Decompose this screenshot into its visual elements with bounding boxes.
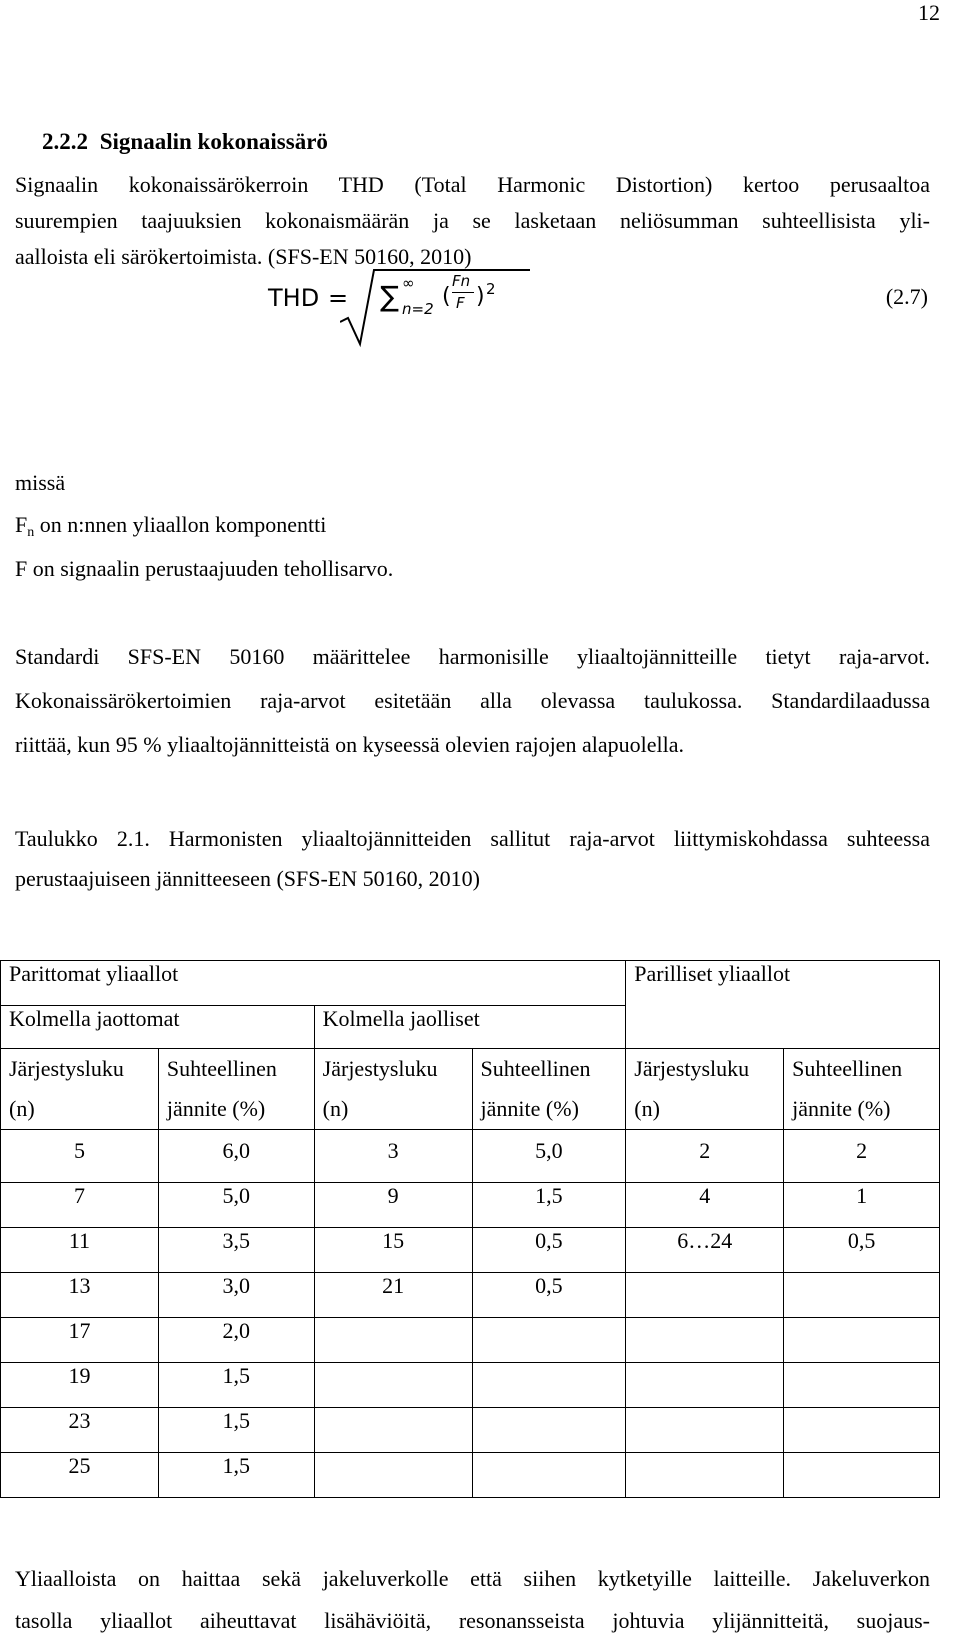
table-cell xyxy=(472,1408,626,1453)
table-cell xyxy=(626,1273,784,1318)
table-cell: 4 xyxy=(626,1183,784,1228)
table-row xyxy=(1,1408,940,1453)
header-relative-voltage: Suhteellinen jännite (%) xyxy=(472,1049,626,1130)
table-cell: 0,5 xyxy=(784,1228,940,1273)
table-cell xyxy=(472,1453,626,1498)
table-cell: 6…24 xyxy=(626,1228,784,1273)
table-cell xyxy=(472,1318,626,1363)
table-cell: 2 xyxy=(626,1130,784,1183)
header-even-harmonics: Parilliset yliaallot xyxy=(626,961,940,1049)
thd-formula xyxy=(268,262,928,352)
sum-lower: n=2 xyxy=(402,300,434,318)
formula-equals: = xyxy=(328,284,349,312)
equation-number: (2.7) xyxy=(885,284,928,309)
table-cell: 13 xyxy=(1,1273,159,1318)
caption-line: perustaajuiseen jännitteeseen (SFS-EN 50160, 2010) xyxy=(15,866,480,891)
header-divisible-by-3: Kolmella jaolliset xyxy=(314,1006,626,1049)
section-title: Signaalin kokonaissärö xyxy=(99,129,328,154)
exponent: 2 xyxy=(486,280,496,298)
table-cell: 3,0 xyxy=(158,1273,314,1318)
table-cell: 1,5 xyxy=(158,1363,314,1408)
open-paren: ( xyxy=(442,284,451,309)
table-cell: 0,5 xyxy=(472,1228,626,1273)
table-header-row xyxy=(1,961,940,1006)
final-paragraph xyxy=(15,1566,930,1644)
table-row xyxy=(1,1318,940,1363)
header-order: Järjestysluku (n) xyxy=(626,1049,784,1130)
section-number: 2.2.2 xyxy=(42,129,88,154)
table-cell: 19 xyxy=(1,1363,159,1408)
where-f: F on signaalin perustaajuuden tehollisarvo. xyxy=(15,556,394,581)
table-cell xyxy=(626,1453,784,1498)
header-odd-harmonics: Parittomat yliaallot xyxy=(1,961,626,1006)
table-header-row xyxy=(1,1049,940,1130)
standard-line: riittää, kun 95 % yliaaltojännitteistä on kyseessä olevien rajojen alapuolella. xyxy=(15,732,684,757)
table-cell: 1,5 xyxy=(158,1408,314,1453)
table-cell: 7 xyxy=(1,1183,159,1228)
table-cell: 2,0 xyxy=(158,1318,314,1363)
fn-subscript: n xyxy=(27,525,35,540)
table-cell xyxy=(314,1363,472,1408)
fn-description: on n:nnen yliaallon komponentti xyxy=(39,512,327,537)
close-paren: ) xyxy=(476,284,485,309)
standard-line: Kokonaissärökertoimien raja-arvot esitetään alla olevassa taulukossa. Standardilaadussa xyxy=(15,688,930,713)
standard-line: Standardi SFS-EN 50160 määrittelee harmonisille yliaaltojännitteille tietyt raja-arvot. xyxy=(15,644,930,669)
table-cell: 21 xyxy=(314,1273,472,1318)
table-cell: 5 xyxy=(1,1130,159,1183)
table-cell xyxy=(784,1408,940,1453)
table-cell xyxy=(784,1363,940,1408)
table-cell xyxy=(314,1453,472,1498)
table-cell xyxy=(314,1318,472,1363)
table-row xyxy=(1,1363,940,1408)
table-cell: 17 xyxy=(1,1318,159,1363)
table-row xyxy=(1,1228,940,1273)
table-row xyxy=(1,1183,940,1228)
table-cell xyxy=(626,1318,784,1363)
table-cell: 0,5 xyxy=(472,1273,626,1318)
table-cell: 15 xyxy=(314,1228,472,1273)
intro-line: aalloista eli särökertoimista. (SFS-EN 50160, 2010) xyxy=(15,244,472,269)
fraction-numerator: Fn xyxy=(452,272,471,290)
table-cell xyxy=(314,1408,472,1453)
table-cell: 25 xyxy=(1,1453,159,1498)
table-cell xyxy=(784,1318,940,1363)
final-line: tasolla yliaallot aiheuttavat lisähäviöitä, resonansseista johtuvia ylijännitteitä, suojaus- xyxy=(15,1608,930,1633)
where-fn xyxy=(15,512,326,542)
table-cell: 3 xyxy=(314,1130,472,1183)
harmonics-table xyxy=(0,960,940,1498)
intro-line: suurempien taajuuksien kokonaismäärän ja se lasketaan neliösumman suhteellisista yli- xyxy=(15,208,930,233)
table-cell: 9 xyxy=(314,1183,472,1228)
table-caption xyxy=(15,826,930,902)
section-heading xyxy=(42,128,328,156)
table-cell: 2 xyxy=(784,1130,940,1183)
sum-upper: ∞ xyxy=(402,274,415,292)
table-cell xyxy=(472,1363,626,1408)
table-cell xyxy=(784,1273,940,1318)
intro-line: Signaalin kokonaissärökerroin THD (Total Harmonic Distortion) kertoo perusaaltoa xyxy=(15,172,930,197)
final-line: Yliaalloista on haittaa sekä jakeluverkolle että siihen kytketyille laitteille. Jakeluverkon xyxy=(15,1566,930,1591)
table-cell: 11 xyxy=(1,1228,159,1273)
header-relative-voltage: Suhteellinen jännite (%) xyxy=(158,1049,314,1130)
header-relative-voltage: Suhteellinen jännite (%) xyxy=(784,1049,940,1130)
standard-paragraph xyxy=(15,644,930,768)
caption-line: Taulukko 2.1. Harmonisten yliaaltojännitteiden sallitut raja-arvot liittymiskohdassa suhteessa xyxy=(15,826,930,851)
table-cell: 23 xyxy=(1,1408,159,1453)
table-row xyxy=(1,1453,940,1498)
table-cell: 1 xyxy=(784,1183,940,1228)
table-cell xyxy=(626,1363,784,1408)
table-row xyxy=(1,1130,940,1183)
table-cell: 5,0 xyxy=(158,1183,314,1228)
table-cell: 1,5 xyxy=(472,1183,626,1228)
table-cell: 3,5 xyxy=(158,1228,314,1273)
header-not-divisible-by-3: Kolmella jaottomat xyxy=(1,1006,315,1049)
table-cell xyxy=(784,1453,940,1498)
table-cell xyxy=(626,1408,784,1453)
table-cell: 1,5 xyxy=(158,1453,314,1498)
fraction-denominator: F xyxy=(456,294,465,312)
header-order: Järjestysluku (n) xyxy=(1,1049,159,1130)
page-number: 12 xyxy=(918,0,940,25)
fraction-bar xyxy=(452,292,474,293)
header-order: Järjestysluku (n) xyxy=(314,1049,472,1130)
where-label: missä xyxy=(15,470,66,495)
sum-symbol: ∑ xyxy=(380,280,399,313)
formula-lhs: THD xyxy=(268,284,320,312)
table-row xyxy=(1,1273,940,1318)
table-cell: 6,0 xyxy=(158,1130,314,1183)
table-cell: 5,0 xyxy=(472,1130,626,1183)
fn-symbol: F xyxy=(15,512,28,537)
formula-radicand xyxy=(380,272,496,318)
